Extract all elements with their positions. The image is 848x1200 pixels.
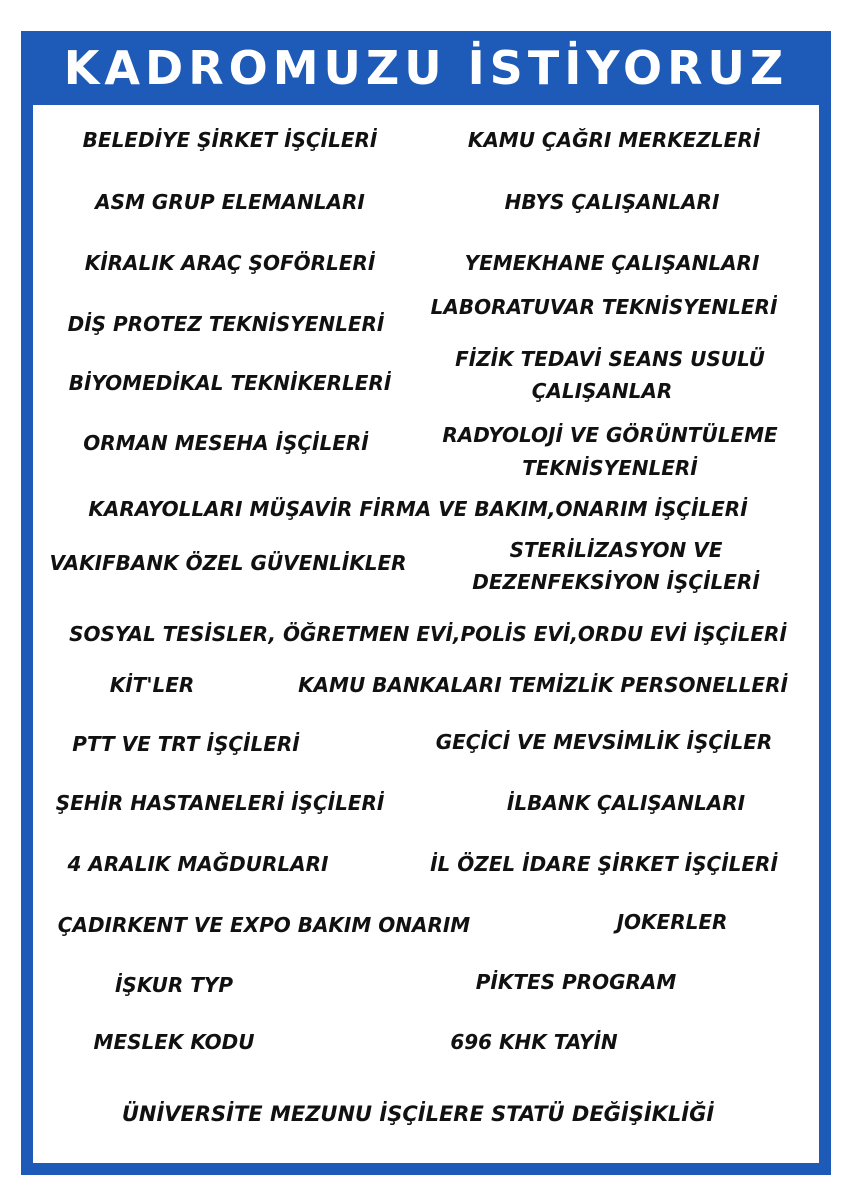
list-item: İŞKUR TYP — [114, 973, 234, 997]
list-item: ASM GRUP ELEMANLARI — [95, 190, 365, 214]
list-item: İL ÖZEL İDARE ŞİRKET İŞÇİLERİ — [430, 852, 778, 876]
list-item: SOSYAL TESİSLER, ÖĞRETMEN EVİ,POLİS EVİ,ORDU EVİ İŞÇİLERİ — [69, 622, 787, 646]
list-item: FİZİK TEDAVİ SEANS USULÜ — [455, 347, 765, 371]
list-item: MESLEK KODU — [93, 1030, 255, 1054]
list-item: ÜNİVERSİTE MEZUNU İŞÇİLERE STATÜ DEĞİŞİKLİĞİ — [121, 1102, 715, 1126]
list-item: STERİLİZASYON VE — [509, 538, 723, 562]
list-item: PİKTES PROGRAM — [475, 970, 677, 994]
list-item: ŞEHİR HASTANELERİ İŞÇİLERİ — [55, 791, 385, 815]
list-item: KİRALIK ARAÇ ŞOFÖRLERİ — [84, 251, 376, 275]
list-item: TEKNİSYENLERİ — [522, 456, 698, 480]
list-item: BİYOMEDİKAL TEKNİKERLERİ — [68, 371, 392, 395]
list-item: ÇADIRKENT VE EXPO BAKIM ONARIM — [57, 913, 471, 937]
list-item: RADYOLOJİ VE GÖRÜNTÜLEME — [442, 423, 778, 447]
list-item: GEÇİCİ VE MEVSİMLİK İŞÇİLER — [435, 730, 773, 754]
list-item: KARAYOLLARI MÜŞAVİR FİRMA VE BAKIM,ONARIM İŞÇİLERİ — [88, 497, 748, 521]
list-item: İLBANK ÇALIŞANLARI — [506, 791, 746, 815]
list-item: HBYS ÇALIŞANLARI — [504, 190, 720, 214]
list-item: ORMAN MESEHA İŞÇİLERİ — [83, 431, 369, 455]
list-item: BELEDİYE ŞİRKET İŞÇİLERİ — [82, 128, 378, 152]
list-item: ÇALIŞANLAR — [531, 379, 673, 403]
list-item: KİT'LER — [109, 673, 195, 697]
list-item: 696 KHK TAYİN — [450, 1030, 618, 1054]
list-item: DİŞ PROTEZ TEKNİSYENLERİ — [67, 312, 385, 336]
list-item: PTT VE TRT İŞÇİLERİ — [72, 732, 300, 756]
list-item: YEMEKHANE ÇALIŞANLARI — [464, 251, 760, 275]
list-item: VAKIFBANK ÖZEL GÜVENLİKLER — [49, 551, 407, 575]
list-item: LABORATUVAR TEKNİSYENLERİ — [430, 295, 778, 319]
list-item: DEZENFEKSİYON İŞÇİLERİ — [472, 570, 760, 594]
list-item: 4 ARALIK MAĞDURLARI — [67, 852, 329, 876]
poster-title: KADROMUZU İSTİYORUZ — [63, 41, 789, 95]
list-item: KAMU ÇAĞRI MERKEZLERİ — [467, 128, 761, 152]
list-item: JOKERLER — [616, 910, 728, 934]
list-item: KAMU BANKALARI TEMİZLİK PERSONELLERİ — [298, 673, 788, 697]
